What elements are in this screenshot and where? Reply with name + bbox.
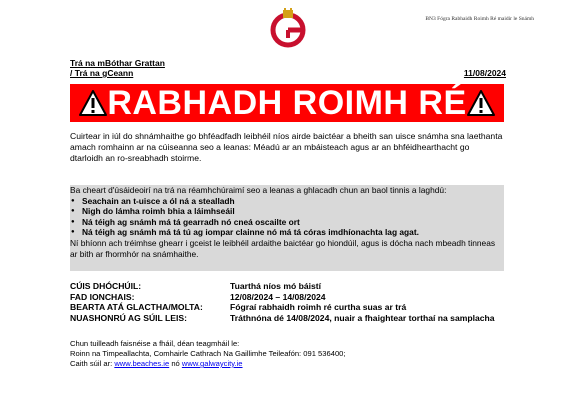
advice-note: Ní bhíonn ach tréimhse ghearr i gceist le leibhéil ardaithe baictéar go hiondúil, agus is dócha nach mbeadh tinneas ar bith ar fhormhór na snámhaithe. (70, 237, 496, 259)
advice-heading: Ba cheart d'úsáideoirí na trá na réamhchúraimí seo a leanas a ghlacadh chun an baol tinnis a laghdú: (70, 185, 447, 195)
detail-row (70, 292, 504, 303)
detail-value: Tráthnóna dé 14/08/2024, nuair a fhaightear torthaí na samplacha (230, 312, 495, 323)
beach-location (70, 58, 165, 78)
galwaycity-link[interactable]: www.galwaycity.ie (181, 359, 243, 368)
detail-row (70, 281, 504, 292)
advice-list (70, 196, 504, 238)
details-table (70, 281, 504, 323)
detail-label: NUASHONRÚ AG SÚIL LEIS: (70, 312, 187, 323)
location-line-1: Trá na mBóthar Grattan (70, 58, 165, 68)
contact-info (70, 339, 504, 369)
advice-item: ● Nigh do lámha roimh bhia a láimhseáil (70, 206, 504, 217)
advice-item: ● Ná téigh ag snámh má tá tú ag iompar clainne nó má tá córas imdhíonachta lag agat. (70, 227, 504, 238)
document-reference: BN3 Fógra Rabhaidh Roimh Ré maidir le Snámh (425, 16, 534, 22)
contact-line-1: Chun tuilleadh faisnéise a fháil, déan teagmháil le: (70, 339, 240, 348)
detail-label: CÚIS DHÓCHÚIL: (70, 281, 142, 291)
detail-value: Fógraí rabhaidh roimh ré curtha suas ar trá (230, 302, 407, 313)
warning-triangle-icon (466, 89, 496, 117)
location-line-2: / Trá na gCeann (70, 68, 134, 78)
warning-triangle-icon (78, 89, 108, 117)
detail-value: 12/08/2024 – 14/08/2024 (230, 291, 326, 302)
banner-title: RABHADH ROIMH RÉ (107, 84, 467, 122)
contact-line-2: Roinn na Timpeallachta, Comhairle Cathrach Na Gaillimhe Teileafón: 091 536400; (70, 349, 346, 358)
intro-paragraph: Cuirtear in iúl do shnámhaithe go bhféadfadh leibhéil níos airde baictéar a bheith san uisce snámha sna laethanta amach romhainn ar na cúiseanna seo a leanas: Méadú ar an mbáisteach agus ar an bhféidhearthacht go dtarloidh an ro-sreabhadh stoirme. (70, 131, 503, 164)
warning-banner (70, 84, 504, 122)
beaches-link[interactable]: www.beaches.ie (114, 359, 170, 368)
contact-prefix: Caith súil ar: (70, 359, 115, 368)
detail-value: Tuarthá níos mó báistí (230, 281, 322, 291)
advice-item: ● Seachain an t-uisce a ól ná a stealladh (70, 196, 504, 207)
detail-label: FAD IONCHAIS: (70, 291, 135, 302)
advice-item: ● Ná téigh ag snámh má tá gearradh nó cneá oscailte ort (70, 217, 504, 228)
notice-date: 11/08/2024 (463, 68, 506, 78)
detail-label: BEARTA ATÁ GLACTHA/MOLTA: (70, 302, 203, 313)
contact-separator: nó (169, 359, 182, 368)
detail-row (70, 302, 504, 313)
contact-line-3 (70, 359, 504, 369)
detail-row (70, 313, 504, 324)
galway-city-council-logo (268, 8, 308, 48)
advice-box (70, 185, 504, 271)
